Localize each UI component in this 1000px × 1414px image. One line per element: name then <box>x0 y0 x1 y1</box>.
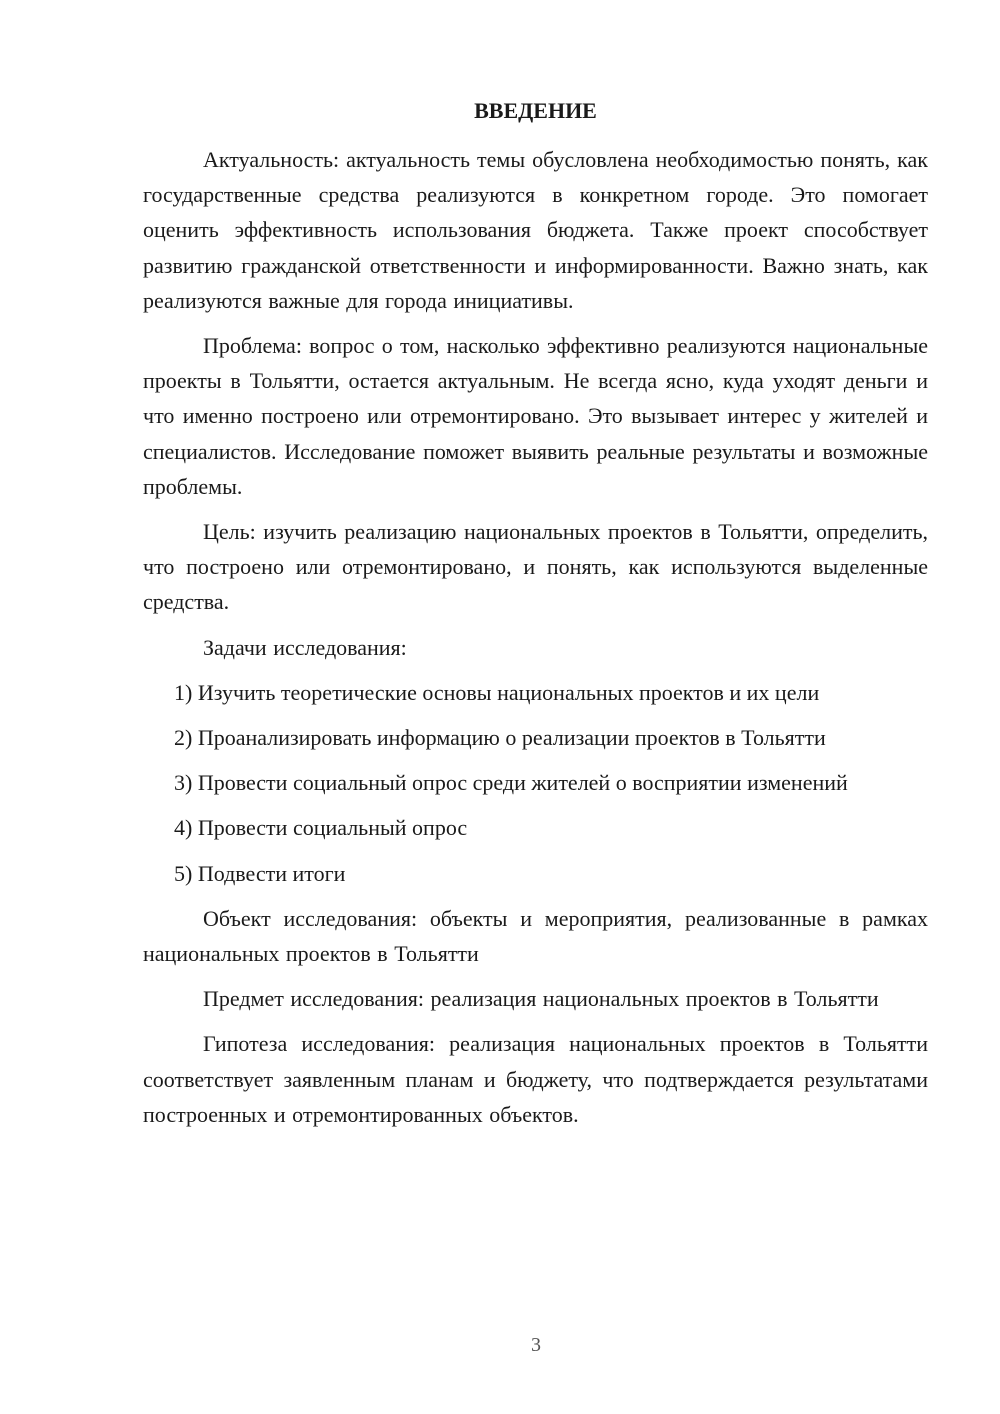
list-item-task-5: 5) Подвести итоги <box>174 860 346 886</box>
tasks-list <box>143 675 928 891</box>
paragraph-hypothesis: Гипотеза исследования: реализация национальных проектов в Тольятти соответствует заявленным планам и бюджету, что подтверждается результатами построенных и отремонтированных объектов. <box>143 1031 928 1127</box>
page-number: 3 <box>531 1334 541 1356</box>
page-body <box>143 96 928 1142</box>
paragraph-relevance: Актуальность: актуальность темы обусловлена необходимостью понять, как государственные средства реализуются в конкретном городе. Это помогает оценить эффективность использования бюджета. Также проект способствует развитию гражданской ответственности и информированности. Важно знать, как реализуются важные для города инициативы. <box>143 147 928 313</box>
paragraph-subject: Предмет исследования: реализация национальных проектов в Тольятти <box>203 986 879 1012</box>
paragraph-goal: Цель: изучить реализацию национальных проектов в Тольятти, определить, что построено или отремонтировано, и понять, как используются выделенные средства. <box>143 519 928 615</box>
section-title: ВВЕДЕНИЕ <box>474 98 597 123</box>
paragraph-problem: Проблема: вопрос о том, насколько эффективно реализуются национальные проекты в Тольятти, остается актуальным. Не всегда ясно, куда уходят деньги и что именно построено или отремонтировано. Это вызывает интерес у жителей и специалистов. Исследование поможет выявить реальные результаты и возможные проблемы. <box>143 333 928 499</box>
tasks-heading: Задачи исследования: <box>203 634 407 660</box>
list-item-task-4: 4) Провести социальный опрос <box>174 815 468 841</box>
list-item-task-2: 2) Проанализировать информацию о реализации проектов в Тольятти <box>174 725 826 751</box>
list-item-task-1: 1) Изучить теоретические основы национальных проектов и их цели <box>174 679 820 705</box>
paragraph-object: Объект исследования: объекты и мероприятия, реализованные в рамках национальных проектов в Тольятти <box>143 905 928 967</box>
list-item-task-3: 3) Провести социальный опрос среди жителей о восприятии изменений <box>174 770 848 796</box>
